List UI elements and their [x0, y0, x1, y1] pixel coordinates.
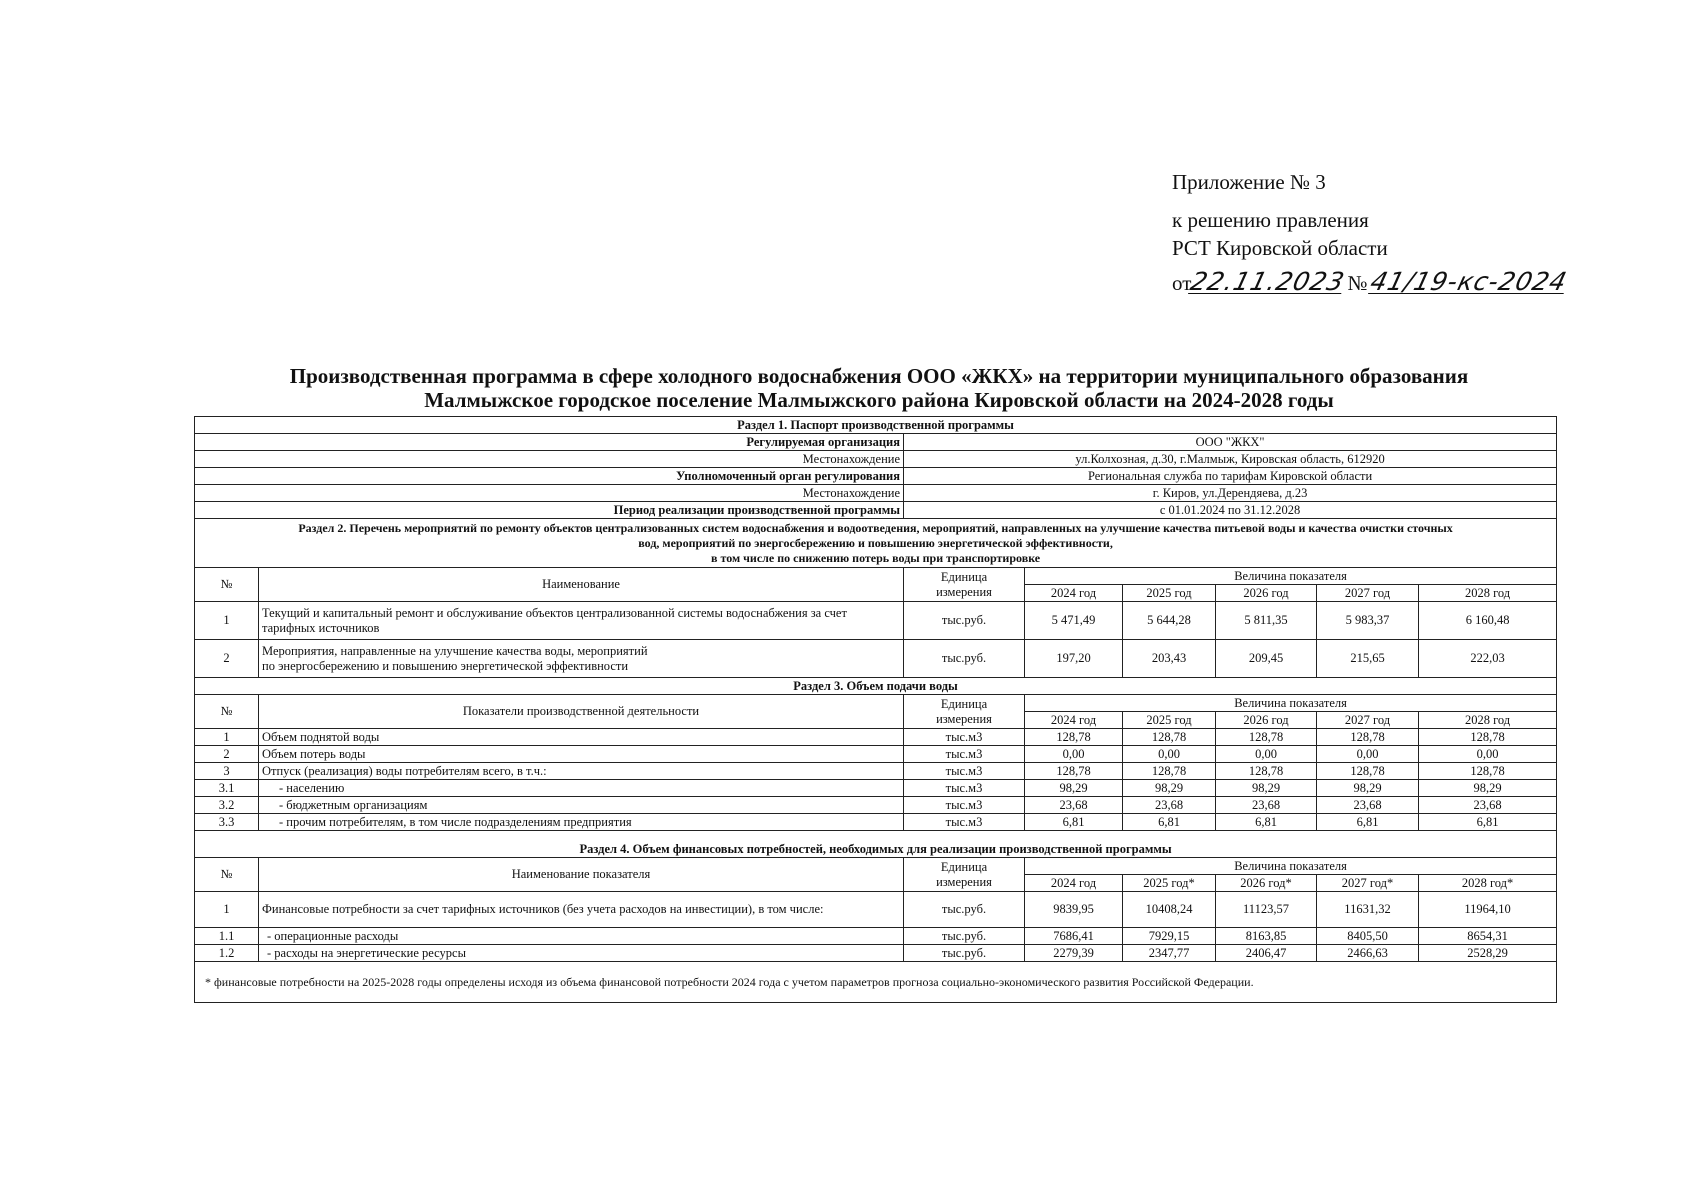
appendix-authority: РСТ Кировской области: [1172, 236, 1388, 260]
row-value: 2528,29: [1419, 945, 1557, 962]
row-value: 98,29: [1123, 780, 1216, 797]
year-header: 2025 год: [1123, 585, 1216, 602]
row-num: 3: [195, 763, 259, 780]
section2-header-line-1: Раздел 2. Перечень мероприятий по ремонту объектов централизованных систем водоснабжения и водоотведения, мероприятий, направленных на улучшение качества питьевой воды и качества очистки сточных: [298, 520, 1453, 535]
row-value: 0,00: [1419, 746, 1557, 763]
row-value: 6,81: [1123, 814, 1216, 831]
row-value: 215,65: [1317, 640, 1419, 678]
row-value: 128,78: [1419, 729, 1557, 746]
section2-header-row: [195, 519, 1557, 568]
row-unit: тыс.руб.: [904, 945, 1025, 962]
row-unit: тыс.м3: [904, 814, 1025, 831]
col-num: №: [195, 695, 259, 729]
table-row: [195, 763, 1557, 780]
row-value: 128,78: [1025, 763, 1123, 780]
row-name-line-2: тарифных источников: [262, 620, 380, 635]
col-unit: [904, 568, 1025, 602]
row-value: 128,78: [1216, 763, 1317, 780]
row-name: [259, 602, 904, 640]
row-value: 98,29: [1025, 780, 1123, 797]
row-num: 3.3: [195, 814, 259, 831]
appendix-date-line: [1172, 267, 1570, 297]
year-header: 2028 год*: [1419, 875, 1557, 892]
passport-label: Уполномоченный орган регулирования: [195, 468, 904, 485]
row-value: 222,03: [1419, 640, 1557, 678]
row-num: 1.2: [195, 945, 259, 962]
year-header: 2024 год: [1025, 585, 1123, 602]
row-value: 5 983,37: [1317, 602, 1419, 640]
footnote: * финансовые потребности на 2025-2028 годы определены исходя из объема финансовой потребности 2024 года с учетом параметров прогноза социально-экономического развития Российской Федерации.: [195, 962, 1557, 1003]
row-unit: тыс.м3: [904, 729, 1025, 746]
row-unit: тыс.руб.: [904, 892, 1025, 928]
row-value: 0,00: [1216, 746, 1317, 763]
appendix-block: [1172, 168, 1570, 297]
section2-header-line-2: вод, мероприятий по энергосбережению и повышению энергетической эффективности,: [638, 535, 1113, 550]
table-row: [195, 746, 1557, 763]
passport-row: [195, 451, 1557, 468]
passport-row: [195, 502, 1557, 519]
row-value: 197,20: [1025, 640, 1123, 678]
row-num: 1: [195, 602, 259, 640]
year-header: 2024 год: [1025, 712, 1123, 729]
row-unit: тыс.м3: [904, 763, 1025, 780]
row-unit: тыс.руб.: [904, 928, 1025, 945]
footnote-row: [195, 962, 1557, 1003]
passport-value: ул.Колхозная, д.30, г.Малмыж, Кировская область, 612920: [904, 451, 1557, 468]
row-name: Финансовые потребности за счет тарифных источников (без учета расходов на инвестиции), в том числе:: [259, 892, 904, 928]
table-row: [195, 729, 1557, 746]
row-num: 2: [195, 746, 259, 763]
row-name: - операционные расходы: [259, 928, 904, 945]
row-value: 2347,77: [1123, 945, 1216, 962]
col-value: Величина показателя: [1025, 858, 1557, 875]
row-value: 2279,39: [1025, 945, 1123, 962]
col-value: Величина показателя: [1025, 568, 1557, 585]
row-value: 2466,63: [1317, 945, 1419, 962]
year-header: 2027 год: [1317, 585, 1419, 602]
passport-row: [195, 468, 1557, 485]
row-value: 98,29: [1419, 780, 1557, 797]
row-value: 10408,24: [1123, 892, 1216, 928]
row-value: 0,00: [1123, 746, 1216, 763]
col-unit-line-1: Единица: [940, 569, 988, 584]
col-num: №: [195, 858, 259, 892]
passport-label: Период реализации производственной программы: [195, 502, 904, 519]
row-value: 203,43: [1123, 640, 1216, 678]
col-unit-line-1: Единица: [940, 859, 988, 874]
section1-header-row: [195, 417, 1557, 434]
row-unit: тыс.руб.: [904, 602, 1025, 640]
row-name-line-1: Мероприятия, направленные на улучшение качества воды, мероприятий: [262, 643, 648, 658]
year-header: 2027 год: [1317, 712, 1419, 729]
row-unit: тыс.руб.: [904, 640, 1025, 678]
appendix-number: Приложение № 3: [1172, 170, 1326, 194]
table-row: [195, 640, 1557, 678]
row-num: 1: [195, 729, 259, 746]
col-value: Величина показателя: [1025, 695, 1557, 712]
row-num: 3.1: [195, 780, 259, 797]
section2-header-line-3: в том числе по снижению потерь воды при транспортировке: [710, 550, 1041, 565]
row-value: 23,68: [1419, 797, 1557, 814]
row-name: Объем потерь воды: [259, 746, 904, 763]
table-row: [195, 814, 1557, 831]
row-value: 128,78: [1123, 729, 1216, 746]
passport-label: Местонахождение: [195, 485, 904, 502]
row-value: 128,78: [1025, 729, 1123, 746]
section4-header-row: [195, 831, 1557, 858]
row-value: 128,78: [1317, 729, 1419, 746]
row-value: 2406,47: [1216, 945, 1317, 962]
row-value: 5 471,49: [1025, 602, 1123, 640]
row-value: 6,81: [1216, 814, 1317, 831]
row-value: 9839,95: [1025, 892, 1123, 928]
passport-value: Региональная служба по тарифам Кировской области: [904, 468, 1557, 485]
passport-row: [195, 485, 1557, 502]
row-value: 128,78: [1419, 763, 1557, 780]
passport-value: г. Киров, ул.Дерендяева, д.23: [904, 485, 1557, 502]
passport-label: Регулируемая организация: [195, 434, 904, 451]
row-value: 7686,41: [1025, 928, 1123, 945]
row-name-line-1: Текущий и капитальный ремонт и обслуживание объектов централизованной системы водоснабжения за счет: [262, 605, 847, 620]
row-num: 1: [195, 892, 259, 928]
row-value: 5 644,28: [1123, 602, 1216, 640]
title-line-2: Малмыжское городское поселение Малмыжского района Кировской области на 2024-2028 годы: [424, 388, 1334, 412]
row-value: 8163,85: [1216, 928, 1317, 945]
row-name: - прочим потребителям, в том числе подразделениям предприятия: [259, 814, 904, 831]
year-header: 2026 год*: [1216, 875, 1317, 892]
document-title: [194, 364, 1564, 412]
row-value: 209,45: [1216, 640, 1317, 678]
row-value: 23,68: [1025, 797, 1123, 814]
row-name: - расходы на энергетические ресурсы: [259, 945, 904, 962]
table-row: [195, 602, 1557, 640]
passport-value: ООО "ЖКХ": [904, 434, 1557, 451]
section2-header: [195, 519, 1557, 568]
row-value: 6,81: [1419, 814, 1557, 831]
passport-row: [195, 434, 1557, 451]
table-row: [195, 780, 1557, 797]
row-unit: тыс.м3: [904, 746, 1025, 763]
row-value: 23,68: [1317, 797, 1419, 814]
year-header: 2026 год: [1216, 585, 1317, 602]
row-unit: тыс.м3: [904, 780, 1025, 797]
passport-label: Местонахождение: [195, 451, 904, 468]
row-value: 23,68: [1123, 797, 1216, 814]
passport-value: с 01.01.2024 по 31.12.2028: [904, 502, 1557, 519]
number-label: №: [1347, 271, 1368, 295]
row-value: 7929,15: [1123, 928, 1216, 945]
col-unit-line-2: измерения: [936, 874, 992, 889]
row-value: 128,78: [1317, 763, 1419, 780]
col-num: №: [195, 568, 259, 602]
section2-column-header: [195, 568, 1557, 585]
col-name: Наименование: [259, 568, 904, 602]
section1-header: Раздел 1. Паспорт производственной программы: [195, 417, 1557, 434]
row-value: 11123,57: [1216, 892, 1317, 928]
row-value: 0,00: [1317, 746, 1419, 763]
row-value: 0,00: [1025, 746, 1123, 763]
section3-column-header: [195, 695, 1557, 712]
row-value: 11631,32: [1317, 892, 1419, 928]
row-value: 128,78: [1123, 763, 1216, 780]
row-value: 5 811,35: [1216, 602, 1317, 640]
table-row: [195, 928, 1557, 945]
row-value: 11964,10: [1419, 892, 1557, 928]
row-name-line-2: по энергосбережению и повышению энергетической эффективности: [262, 658, 629, 673]
program-table: [194, 416, 1557, 1003]
row-value: 8405,50: [1317, 928, 1419, 945]
col-unit-line-1: Единица: [940, 696, 988, 711]
section3-header: Раздел 3. Объем подачи воды: [195, 678, 1557, 695]
row-value: 98,29: [1216, 780, 1317, 797]
from-label: от: [1172, 271, 1192, 295]
row-name: - бюджетным организациям: [259, 797, 904, 814]
col-unit: [904, 695, 1025, 729]
row-name: - населению: [259, 780, 904, 797]
row-value: 6 160,48: [1419, 602, 1557, 640]
handwritten-number: 41/19-кс-2024: [1367, 267, 1570, 296]
year-header: 2028 год: [1419, 585, 1557, 602]
col-unit: [904, 858, 1025, 892]
year-header: 2028 год: [1419, 712, 1557, 729]
col-name: Наименование показателя: [259, 858, 904, 892]
col-name: Показатели производственной деятельности: [259, 695, 904, 729]
section4-column-header: [195, 858, 1557, 875]
title-line-1: Производственная программа в сфере холодного водоснабжения ООО «ЖКХ» на территории муниципального образования: [289, 364, 1469, 388]
year-header: 2025 год*: [1123, 875, 1216, 892]
row-name: Объем поднятой воды: [259, 729, 904, 746]
row-num: 3.2: [195, 797, 259, 814]
row-value: 6,81: [1317, 814, 1419, 831]
row-value: 128,78: [1216, 729, 1317, 746]
row-name: [259, 640, 904, 678]
row-unit: тыс.м3: [904, 797, 1025, 814]
row-value: 6,81: [1025, 814, 1123, 831]
year-header: 2025 год: [1123, 712, 1216, 729]
section4-header: Раздел 4. Объем финансовых потребностей, необходимых для реализации производственной программы: [195, 831, 1557, 858]
table-row: [195, 945, 1557, 962]
handwritten-date: 22.11.2023: [1187, 267, 1349, 296]
row-name: Отпуск (реализация) воды потребителям всего, в т.ч.:: [259, 763, 904, 780]
year-header: 2026 год: [1216, 712, 1317, 729]
row-num: 2: [195, 640, 259, 678]
row-value: 98,29: [1317, 780, 1419, 797]
row-value: 23,68: [1216, 797, 1317, 814]
table-row: [195, 797, 1557, 814]
section3-header-row: [195, 678, 1557, 695]
col-unit-line-2: измерения: [936, 584, 992, 599]
year-header: 2024 год: [1025, 875, 1123, 892]
table-row: [195, 892, 1557, 928]
col-unit-line-2: измерения: [936, 711, 992, 726]
appendix-decision: к решению правления: [1172, 208, 1369, 232]
year-header: 2027 год*: [1317, 875, 1419, 892]
row-num: 1.1: [195, 928, 259, 945]
row-value: 8654,31: [1419, 928, 1557, 945]
